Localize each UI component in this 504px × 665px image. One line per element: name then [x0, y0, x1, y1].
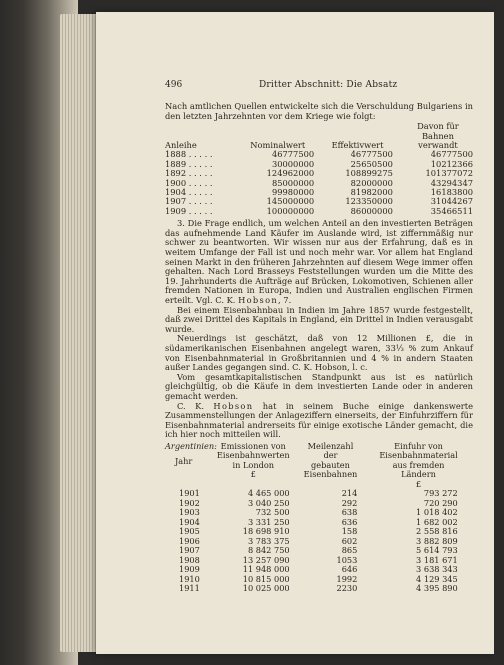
- table2-cell-emission: 10 815 000: [242, 573, 290, 584]
- table2-cell-emission: 3 783 375: [247, 535, 290, 546]
- table2-cell-year: 1903: [179, 507, 200, 518]
- table2-cell-import: 2 558 816: [416, 526, 458, 537]
- paragraph-india: Bei einem Eisenbahnbau in Indien im Jahre 1857 wurde festgestellt, daß zwei Drittel des Kapitals in England, ein Drittel in Indien verausgabt wurde.: [165, 304, 473, 334]
- table2-header-miles: [304, 442, 380, 490]
- table1-cell-davon: 10212366: [430, 158, 473, 169]
- table2-cell-import: 3 882 809: [416, 535, 458, 546]
- table2-header-year: [165, 442, 217, 490]
- table2-year-label: Jahr: [175, 456, 193, 467]
- table2-import-label: Einfuhr von Eisenbahnmaterial aus fremden Ländern: [379, 440, 458, 480]
- table2-cell-import: 3 181 671: [416, 554, 458, 565]
- table1-cell-year: 1900 . . . . .: [165, 177, 213, 188]
- table2-cell-miles: 1992: [336, 573, 358, 584]
- table2-cell-emission: 8 842 750: [247, 545, 290, 556]
- table2-cell-import: 720 290: [423, 497, 458, 508]
- table1-cell-nominal: 145000000: [266, 196, 315, 207]
- table2-cell-import: 1 018 402: [416, 507, 458, 518]
- table2-cell-year: 1906: [179, 535, 200, 546]
- table2-emission-unit: £: [250, 469, 256, 480]
- table2-header-row: [165, 442, 466, 490]
- table2-cell-year: 1901: [179, 488, 200, 499]
- table2-cell-year: 1910: [179, 573, 200, 584]
- table1-header-davon: Davon für Bahnen verwandt: [417, 121, 459, 150]
- table2-cell-emission: 4 465 000: [247, 488, 290, 499]
- country-label: Argentinien:: [165, 440, 217, 451]
- running-head: [165, 80, 473, 92]
- table1-header-year: Anleihe: [165, 140, 197, 150]
- paragraph-3-text: 3. Die Frage endlich, um welchen Anteil an den investierten Beträgen das aufnehmende Land Käufer im Auslande wird, ist ziffernmäßig nur schwer zu beantworten. Wir wissen nur aus der Erfahrung, daß es in weitem Umfange der Fall ist und noch mehr war. Vor allem hat England seinen Markt in den früheren Jahrzehnten auf diesem Wege immer offen gehalten. Nach Lord Brasseys Feststellungen wurden um die Mitte des 19. Jahrhunderts die Aufträge auf Brücken, Lokomotiven, Schienen aller fremden Nationen in Europa, Indien und Australien englischen Firmen erteilt. Vgl. C. K.: [165, 218, 473, 305]
- table1-cell-year: 1904 . . . . .: [165, 187, 213, 198]
- table1-cell-effective: 86000000: [350, 205, 393, 216]
- table1-cell-nominal: 30000000: [271, 158, 315, 169]
- author-name: Hobson: [238, 295, 279, 305]
- page-number: 496: [165, 80, 183, 90]
- table-row: [165, 207, 473, 216]
- table2-cell-miles: 865: [341, 545, 358, 556]
- paragraph-hobson: [165, 402, 473, 440]
- table2-cell-miles: 158: [341, 526, 358, 537]
- table2-cell-miles: 602: [341, 535, 358, 546]
- table2-cell-year: 1905: [179, 526, 200, 537]
- table2-cell-miles: 214: [341, 488, 358, 499]
- table1-cell-nominal: 99980000: [271, 187, 315, 198]
- table2-cell-emission: 18 698 910: [242, 526, 290, 537]
- table2-cell-miles: 1053: [336, 554, 358, 565]
- table1-cell-davon: 31044267: [430, 196, 473, 207]
- table2-cell-emission: 13 257 090: [242, 554, 290, 565]
- table1-cell-year: 1892 . . . . .: [165, 168, 213, 179]
- table1-header-row: [165, 122, 473, 150]
- table2-cell-year: 1911: [179, 583, 200, 594]
- paragraph-hobson-text: hat in seinem Buche einige dankenswerte Zusammenstellungen der Anlageziffern einerseits, der Einfuhrziffern für Eisenbahnmaterial andrerseits für einige exotische Länder gemacht, die ich hier noch mitteilen will.: [165, 400, 473, 440]
- table2-cell-import: 1 682 002: [416, 516, 458, 527]
- table2-cell-emission: 10 025 000: [242, 583, 290, 594]
- paragraph-estimate: Neuerdings ist geschätzt, daß von 12 Millionen £, die in südamerikanischen Eisenbahnen angelegt waren, 33⅓ % zum Ankauf von Eisenbahnmaterial in Großbritannien und 4 % in andern Staaten außer Landes gegangen sind. C. K. Hobson, l. c.: [165, 333, 473, 373]
- table2-cell-import: 5 614 793: [416, 545, 458, 556]
- table1-cell-year: 1907 . . . . .: [165, 196, 213, 207]
- table2-cell-import: 793 272: [423, 488, 458, 499]
- paragraph-standpoint: Vom gesamtkapitalistischen Standpunkt aus ist es natürlich gleichgültig, ob die Käufe in dem investierten Lande oder in anderen gemacht werden.: [165, 371, 473, 401]
- table2-cell-import: 4 395 890: [416, 583, 458, 594]
- paragraph-3-end: , 7.: [278, 295, 292, 305]
- table2-cell-miles: 2230: [336, 583, 358, 594]
- bulgaria-debt-table: [165, 122, 473, 216]
- table1-header-effective: Effektivwert: [331, 140, 384, 150]
- table2-cell-import: 4 129 345: [416, 573, 458, 584]
- table1-cell-year: 1909 . . . . .: [165, 205, 213, 216]
- table1-cell-effective: 46777500: [350, 149, 393, 160]
- table2-cell-emission: 732 500: [255, 507, 290, 518]
- table2-cell-year: 1902: [179, 497, 200, 508]
- table-row: [165, 489, 466, 499]
- table1-cell-davon: 43294347: [430, 177, 473, 188]
- table2-emission-label: Emissionen von Eisenbahnwerten in London: [216, 440, 290, 470]
- paragraph-hobson-pre: C. K.: [177, 400, 204, 411]
- table1-cell-effective: 82000000: [350, 177, 393, 188]
- table2-cell-year: 1907: [179, 545, 200, 556]
- table1-cell-davon: 35466511: [430, 205, 473, 216]
- table2-cell-year: 1909: [179, 564, 200, 575]
- table1-cell-davon: 46777500: [430, 149, 473, 160]
- table2-import-unit: £: [415, 478, 422, 489]
- table1-cell-nominal: 46777500: [271, 149, 315, 160]
- paragraph-3: [165, 219, 473, 305]
- table1-header-nominal: Nominalwert: [250, 140, 306, 150]
- table1-cell-year: 1889 . . . . .: [165, 158, 213, 169]
- table1-cell-year: 1888 . . . . .: [165, 149, 213, 160]
- table2-cell-miles: 636: [341, 516, 358, 527]
- table2-cell-miles: 292: [341, 497, 358, 508]
- table2-cell-emission: 11 948 000: [242, 564, 290, 575]
- author-name-2: Hobson: [213, 400, 254, 411]
- table2-cell-emission: 3 331 250: [247, 516, 290, 527]
- table1-cell-nominal: 124962000: [266, 168, 315, 179]
- table1-cell-effective: 81982000: [350, 187, 393, 198]
- table1-cell-nominal: 85000000: [271, 177, 315, 188]
- table1-cell-davon: 16183800: [430, 187, 473, 198]
- table2-header-import: [379, 442, 465, 490]
- table1-cell-effective: 25650500: [350, 158, 393, 169]
- table2-cell-year: 1904: [179, 516, 200, 527]
- table2-cell-miles: 646: [341, 564, 358, 575]
- background-edge: [494, 0, 504, 665]
- table2-cell-emission: 3 040 250: [247, 497, 290, 508]
- table2-cell-import: 3 638 343: [416, 564, 458, 575]
- page-body: [165, 102, 473, 594]
- table1-cell-nominal: 100000000: [266, 205, 315, 216]
- table-row: [165, 584, 466, 594]
- table1-cell-effective: 123350000: [345, 196, 393, 207]
- table1-cell-effective: 108899275: [345, 168, 393, 179]
- table2-header-emission: [217, 442, 304, 490]
- table2-cell-year: 1908: [179, 554, 200, 565]
- table2-cell-miles: 638: [341, 507, 358, 518]
- page-edges: [60, 14, 100, 652]
- table2-miles-label: Meilenzahl der gebauten Eisenbahnen: [303, 440, 358, 480]
- table1-cell-davon: 101377072: [425, 168, 473, 179]
- argentina-table: [165, 442, 466, 594]
- intro-paragraph: Nach amtlichen Quellen entwickelte sich die Verschuldung Bulgariens in den letzten Jahrzehnten vor dem Kriege wie folgt:: [165, 101, 473, 121]
- running-title: Dritter Abschnitt: Die Absatz: [259, 80, 398, 90]
